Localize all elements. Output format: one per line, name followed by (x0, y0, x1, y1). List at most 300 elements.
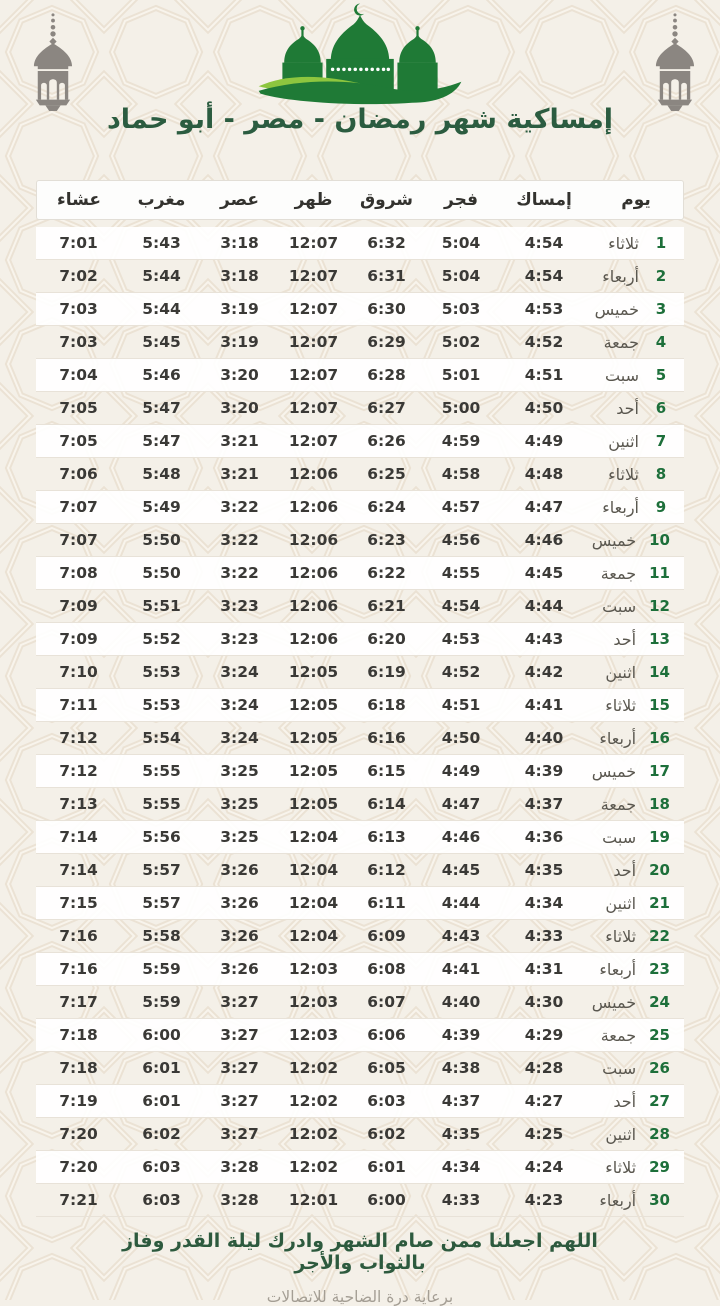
time-maghrib: 6:02 (121, 1118, 202, 1151)
time-shorouk: 6:21 (350, 590, 423, 623)
time-dhuhr: 12:07 (277, 392, 350, 425)
day-name: اثنين (605, 893, 637, 913)
column-header-maghrib: مغرب (121, 180, 202, 220)
time-isha: 7:13 (36, 788, 121, 821)
day-number: 29 (649, 1158, 670, 1176)
day-number: 26 (649, 1059, 670, 1077)
day-number: 13 (649, 630, 670, 648)
time-fajr: 4:43 (423, 920, 499, 953)
time-fajr: 4:33 (423, 1184, 499, 1217)
time-imsak: 4:27 (499, 1085, 589, 1118)
time-dhuhr: 12:06 (277, 590, 350, 623)
day-name: ثلاثاء (608, 233, 639, 253)
day-cell (589, 656, 684, 689)
time-fajr: 4:40 (423, 986, 499, 1019)
time-maghrib: 5:56 (121, 821, 202, 854)
time-dhuhr: 12:02 (277, 1052, 350, 1085)
table-row (36, 986, 684, 1019)
time-maghrib: 5:53 (121, 689, 202, 722)
time-isha: 7:03 (36, 293, 121, 326)
time-maghrib: 5:55 (121, 755, 202, 788)
time-imsak: 4:42 (499, 656, 589, 689)
day-name: اثنين (605, 1124, 637, 1144)
time-maghrib: 5:43 (121, 227, 202, 260)
time-maghrib: 5:57 (121, 887, 202, 920)
time-dhuhr: 12:02 (277, 1085, 350, 1118)
time-imsak: 4:47 (499, 491, 589, 524)
day-number: 18 (649, 795, 670, 813)
prayer-times-table (36, 180, 684, 1217)
day-name: ثلاثاء (605, 926, 637, 946)
time-asr: 3:18 (202, 260, 277, 293)
day-cell (589, 392, 684, 425)
time-fajr: 4:59 (423, 425, 499, 458)
table-header-row (36, 180, 684, 220)
time-fajr: 4:39 (423, 1019, 499, 1052)
day-name: أربعاء (602, 497, 639, 517)
time-isha: 7:21 (36, 1184, 121, 1217)
time-imsak: 4:31 (499, 953, 589, 986)
day-cell (589, 986, 684, 1019)
time-shorouk: 6:16 (350, 722, 423, 755)
day-cell (589, 854, 684, 887)
day-name: أحد (613, 1091, 637, 1111)
day-name: سبت (602, 1058, 637, 1078)
time-shorouk: 6:11 (350, 887, 423, 920)
time-shorouk: 6:00 (350, 1184, 423, 1217)
table-row (36, 260, 684, 293)
time-shorouk: 6:05 (350, 1052, 423, 1085)
day-cell (589, 821, 684, 854)
time-fajr: 4:35 (423, 1118, 499, 1151)
day-name: أحد (616, 398, 639, 418)
table-row (36, 1118, 684, 1151)
time-isha: 7:20 (36, 1118, 121, 1151)
time-imsak: 4:30 (499, 986, 589, 1019)
time-maghrib: 5:51 (121, 590, 202, 623)
time-fajr: 5:03 (423, 293, 499, 326)
time-dhuhr: 12:04 (277, 854, 350, 887)
time-fajr: 4:41 (423, 953, 499, 986)
time-fajr: 4:49 (423, 755, 499, 788)
time-isha: 7:03 (36, 326, 121, 359)
day-number: 17 (649, 762, 670, 780)
table-row (36, 854, 684, 887)
day-cell (589, 623, 684, 656)
time-fajr: 4:58 (423, 458, 499, 491)
time-fajr: 4:44 (423, 887, 499, 920)
day-cell (589, 425, 684, 458)
day-number: 20 (649, 861, 670, 879)
column-header-fajr: فجر (423, 180, 499, 220)
table-row (36, 1184, 684, 1217)
page-title: إمساكية شهر رمضان - مصر - أبو حماد (106, 104, 614, 135)
time-dhuhr: 12:05 (277, 722, 350, 755)
time-fajr: 4:54 (423, 590, 499, 623)
day-number: 22 (649, 927, 670, 945)
table-header (36, 180, 684, 220)
time-isha: 7:05 (36, 392, 121, 425)
time-maghrib: 5:59 (121, 953, 202, 986)
time-asr: 3:23 (202, 623, 277, 656)
time-dhuhr: 12:05 (277, 689, 350, 722)
time-asr: 3:25 (202, 788, 277, 821)
table-row (36, 656, 684, 689)
time-imsak: 4:43 (499, 623, 589, 656)
time-imsak: 4:48 (499, 458, 589, 491)
day-number: 2 (655, 267, 667, 285)
time-shorouk: 6:24 (350, 491, 423, 524)
time-fajr: 5:04 (423, 260, 499, 293)
time-asr: 3:26 (202, 920, 277, 953)
time-isha: 7:06 (36, 458, 121, 491)
time-imsak: 4:28 (499, 1052, 589, 1085)
day-number: 9 (655, 498, 667, 516)
day-cell (589, 788, 684, 821)
time-shorouk: 6:14 (350, 788, 423, 821)
day-number: 25 (649, 1026, 670, 1044)
column-header-shorouk: شروق (350, 180, 423, 220)
day-number: 28 (649, 1125, 670, 1143)
time-dhuhr: 12:07 (277, 227, 350, 260)
time-asr: 3:22 (202, 557, 277, 590)
time-asr: 3:22 (202, 491, 277, 524)
time-imsak: 4:54 (499, 227, 589, 260)
day-cell (589, 227, 684, 260)
day-number: 3 (655, 300, 667, 318)
day-number: 14 (649, 663, 670, 681)
time-isha: 7:16 (36, 920, 121, 953)
time-maghrib: 6:00 (121, 1019, 202, 1052)
lantern-icon (24, 12, 82, 112)
day-cell (589, 293, 684, 326)
day-name: أحد (613, 629, 637, 649)
table-row (36, 689, 684, 722)
day-name: ثلاثاء (605, 1157, 637, 1177)
time-imsak: 4:23 (499, 1184, 589, 1217)
day-number: 16 (649, 729, 670, 747)
time-isha: 7:08 (36, 557, 121, 590)
table-body (36, 220, 684, 1217)
table-row (36, 557, 684, 590)
time-dhuhr: 12:02 (277, 1151, 350, 1184)
day-cell (589, 1118, 684, 1151)
time-shorouk: 6:19 (350, 656, 423, 689)
time-asr: 3:27 (202, 1019, 277, 1052)
time-dhuhr: 12:01 (277, 1184, 350, 1217)
lantern-icon (646, 12, 704, 112)
time-imsak: 4:39 (499, 755, 589, 788)
time-maghrib: 6:03 (121, 1151, 202, 1184)
time-imsak: 4:50 (499, 392, 589, 425)
time-maghrib: 5:44 (121, 293, 202, 326)
day-number: 7 (655, 432, 667, 450)
time-isha: 7:19 (36, 1085, 121, 1118)
time-dhuhr: 12:07 (277, 326, 350, 359)
day-cell (589, 590, 684, 623)
day-cell (589, 1085, 684, 1118)
time-isha: 7:01 (36, 227, 121, 260)
column-header-imsak: إمساك (499, 180, 589, 220)
day-cell (589, 1052, 684, 1085)
time-shorouk: 6:07 (350, 986, 423, 1019)
time-isha: 7:05 (36, 425, 121, 458)
time-maghrib: 5:52 (121, 623, 202, 656)
time-dhuhr: 12:06 (277, 557, 350, 590)
time-maghrib: 5:47 (121, 392, 202, 425)
day-number: 21 (649, 894, 670, 912)
time-asr: 3:21 (202, 425, 277, 458)
day-number: 12 (649, 597, 670, 615)
day-number: 5 (655, 366, 667, 384)
table-row (36, 953, 684, 986)
time-shorouk: 6:29 (350, 326, 423, 359)
day-name: سبت (602, 827, 637, 847)
main-content (36, 180, 684, 1217)
time-shorouk: 6:31 (350, 260, 423, 293)
time-shorouk: 6:25 (350, 458, 423, 491)
time-fajr: 4:34 (423, 1151, 499, 1184)
time-fajr: 4:50 (423, 722, 499, 755)
time-shorouk: 6:15 (350, 755, 423, 788)
time-maghrib: 6:01 (121, 1052, 202, 1085)
time-isha: 7:14 (36, 821, 121, 854)
footer (0, 1230, 720, 1306)
time-asr: 3:24 (202, 689, 277, 722)
time-asr: 3:26 (202, 887, 277, 920)
time-imsak: 4:52 (499, 326, 589, 359)
time-dhuhr: 12:06 (277, 491, 350, 524)
time-shorouk: 6:03 (350, 1085, 423, 1118)
time-isha: 7:20 (36, 1151, 121, 1184)
day-name: ثلاثاء (608, 464, 639, 484)
time-fajr: 5:04 (423, 227, 499, 260)
time-isha: 7:18 (36, 1019, 121, 1052)
day-name: جمعة (600, 794, 637, 814)
day-number: 6 (655, 399, 667, 417)
time-maghrib: 5:53 (121, 656, 202, 689)
day-cell (589, 953, 684, 986)
time-imsak: 4:49 (499, 425, 589, 458)
time-fajr: 4:38 (423, 1052, 499, 1085)
day-number: 8 (655, 465, 667, 483)
time-shorouk: 6:28 (350, 359, 423, 392)
time-fajr: 4:56 (423, 524, 499, 557)
time-fajr: 4:37 (423, 1085, 499, 1118)
table-row (36, 1085, 684, 1118)
day-number: 23 (649, 960, 670, 978)
day-name: سبت (602, 596, 637, 616)
time-dhuhr: 12:04 (277, 887, 350, 920)
time-imsak: 4:37 (499, 788, 589, 821)
table-row (36, 425, 684, 458)
time-asr: 3:18 (202, 227, 277, 260)
time-dhuhr: 12:03 (277, 1019, 350, 1052)
time-fajr: 4:45 (423, 854, 499, 887)
time-dhuhr: 12:07 (277, 359, 350, 392)
day-number: 1 (655, 234, 667, 252)
table-row (36, 227, 684, 260)
time-asr: 3:24 (202, 656, 277, 689)
table-row (36, 326, 684, 359)
time-asr: 3:28 (202, 1184, 277, 1217)
time-shorouk: 6:12 (350, 854, 423, 887)
time-maghrib: 5:57 (121, 854, 202, 887)
time-asr: 3:27 (202, 1118, 277, 1151)
day-cell (589, 1151, 684, 1184)
day-name: خميس (591, 761, 637, 781)
table-row (36, 590, 684, 623)
time-isha: 7:12 (36, 722, 121, 755)
day-cell (589, 491, 684, 524)
day-number: 19 (649, 828, 670, 846)
table-row (36, 623, 684, 656)
time-maghrib: 5:49 (121, 491, 202, 524)
time-asr: 3:24 (202, 722, 277, 755)
day-name: جمعة (603, 332, 639, 352)
header (0, 0, 720, 180)
time-dhuhr: 12:05 (277, 755, 350, 788)
day-cell (589, 326, 684, 359)
time-imsak: 4:25 (499, 1118, 589, 1151)
time-asr: 3:27 (202, 1085, 277, 1118)
time-dhuhr: 12:06 (277, 623, 350, 656)
time-dhuhr: 12:04 (277, 821, 350, 854)
day-name: جمعة (600, 1025, 637, 1045)
time-asr: 3:26 (202, 953, 277, 986)
table-row (36, 458, 684, 491)
table-row (36, 887, 684, 920)
day-name: اثنين (605, 662, 637, 682)
table-row (36, 821, 684, 854)
time-maghrib: 5:55 (121, 788, 202, 821)
table-row (36, 788, 684, 821)
day-cell (589, 722, 684, 755)
table-row (36, 293, 684, 326)
time-isha: 7:07 (36, 524, 121, 557)
day-number: 4 (655, 333, 667, 351)
time-fajr: 4:53 (423, 623, 499, 656)
time-isha: 7:09 (36, 590, 121, 623)
time-maghrib: 6:01 (121, 1085, 202, 1118)
day-cell (589, 260, 684, 293)
time-imsak: 4:36 (499, 821, 589, 854)
time-asr: 3:27 (202, 1052, 277, 1085)
time-shorouk: 6:13 (350, 821, 423, 854)
table-spacer (36, 220, 684, 227)
time-imsak: 4:44 (499, 590, 589, 623)
day-name: خميس (591, 992, 637, 1012)
time-maghrib: 5:46 (121, 359, 202, 392)
mosque-icon (255, 2, 465, 114)
day-number: 15 (649, 696, 670, 714)
time-asr: 3:23 (202, 590, 277, 623)
dua-line-1: اللهم اجعلنا ممن صام الشهر وادرك ليلة القدر وفاز (122, 1230, 598, 1252)
time-shorouk: 6:06 (350, 1019, 423, 1052)
time-fajr: 5:01 (423, 359, 499, 392)
time-asr: 3:21 (202, 458, 277, 491)
time-fajr: 4:51 (423, 689, 499, 722)
day-name: أربعاء (599, 1190, 637, 1210)
day-number: 10 (649, 531, 670, 549)
dua-line-2: بالثواب والأجر (294, 1252, 426, 1274)
day-cell (589, 458, 684, 491)
day-name: أربعاء (599, 959, 637, 979)
time-maghrib: 5:44 (121, 260, 202, 293)
time-imsak: 4:41 (499, 689, 589, 722)
table-row (36, 1151, 684, 1184)
time-imsak: 4:34 (499, 887, 589, 920)
day-number: 11 (649, 564, 670, 582)
day-cell (589, 920, 684, 953)
time-maghrib: 6:03 (121, 1184, 202, 1217)
table-row (36, 491, 684, 524)
day-cell (589, 524, 684, 557)
time-imsak: 4:46 (499, 524, 589, 557)
time-asr: 3:26 (202, 854, 277, 887)
time-maghrib: 5:50 (121, 557, 202, 590)
time-shorouk: 6:18 (350, 689, 423, 722)
time-asr: 3:27 (202, 986, 277, 1019)
time-isha: 7:10 (36, 656, 121, 689)
time-dhuhr: 12:03 (277, 953, 350, 986)
table-row (36, 1019, 684, 1052)
day-cell (589, 359, 684, 392)
time-imsak: 4:35 (499, 854, 589, 887)
time-shorouk: 6:30 (350, 293, 423, 326)
column-header-day: يوم (589, 180, 684, 220)
time-imsak: 4:40 (499, 722, 589, 755)
time-fajr: 4:55 (423, 557, 499, 590)
time-imsak: 4:53 (499, 293, 589, 326)
time-dhuhr: 12:07 (277, 425, 350, 458)
time-maghrib: 5:48 (121, 458, 202, 491)
time-asr: 3:28 (202, 1151, 277, 1184)
day-cell (589, 887, 684, 920)
time-dhuhr: 12:02 (277, 1118, 350, 1151)
time-shorouk: 6:09 (350, 920, 423, 953)
time-isha: 7:11 (36, 689, 121, 722)
time-dhuhr: 12:04 (277, 920, 350, 953)
day-name: أحد (613, 860, 637, 880)
time-shorouk: 6:22 (350, 557, 423, 590)
time-shorouk: 6:26 (350, 425, 423, 458)
time-isha: 7:12 (36, 755, 121, 788)
day-number: 24 (649, 993, 670, 1011)
table-row (36, 524, 684, 557)
column-header-asr: عصر (202, 180, 277, 220)
day-cell (589, 689, 684, 722)
time-isha: 7:02 (36, 260, 121, 293)
time-imsak: 4:29 (499, 1019, 589, 1052)
time-isha: 7:04 (36, 359, 121, 392)
day-name: أربعاء (602, 266, 639, 286)
sponsor-text: برعاية درة الضاحية للاتصالات (266, 1288, 454, 1306)
time-isha: 7:17 (36, 986, 121, 1019)
time-fajr: 4:52 (423, 656, 499, 689)
day-number: 30 (649, 1191, 670, 1209)
time-shorouk: 6:23 (350, 524, 423, 557)
time-isha: 7:18 (36, 1052, 121, 1085)
time-asr: 3:22 (202, 524, 277, 557)
day-cell (589, 1019, 684, 1052)
time-dhuhr: 12:06 (277, 524, 350, 557)
time-imsak: 4:54 (499, 260, 589, 293)
day-cell (589, 1184, 684, 1217)
time-imsak: 4:51 (499, 359, 589, 392)
time-shorouk: 6:20 (350, 623, 423, 656)
dua-text (0, 1230, 720, 1274)
